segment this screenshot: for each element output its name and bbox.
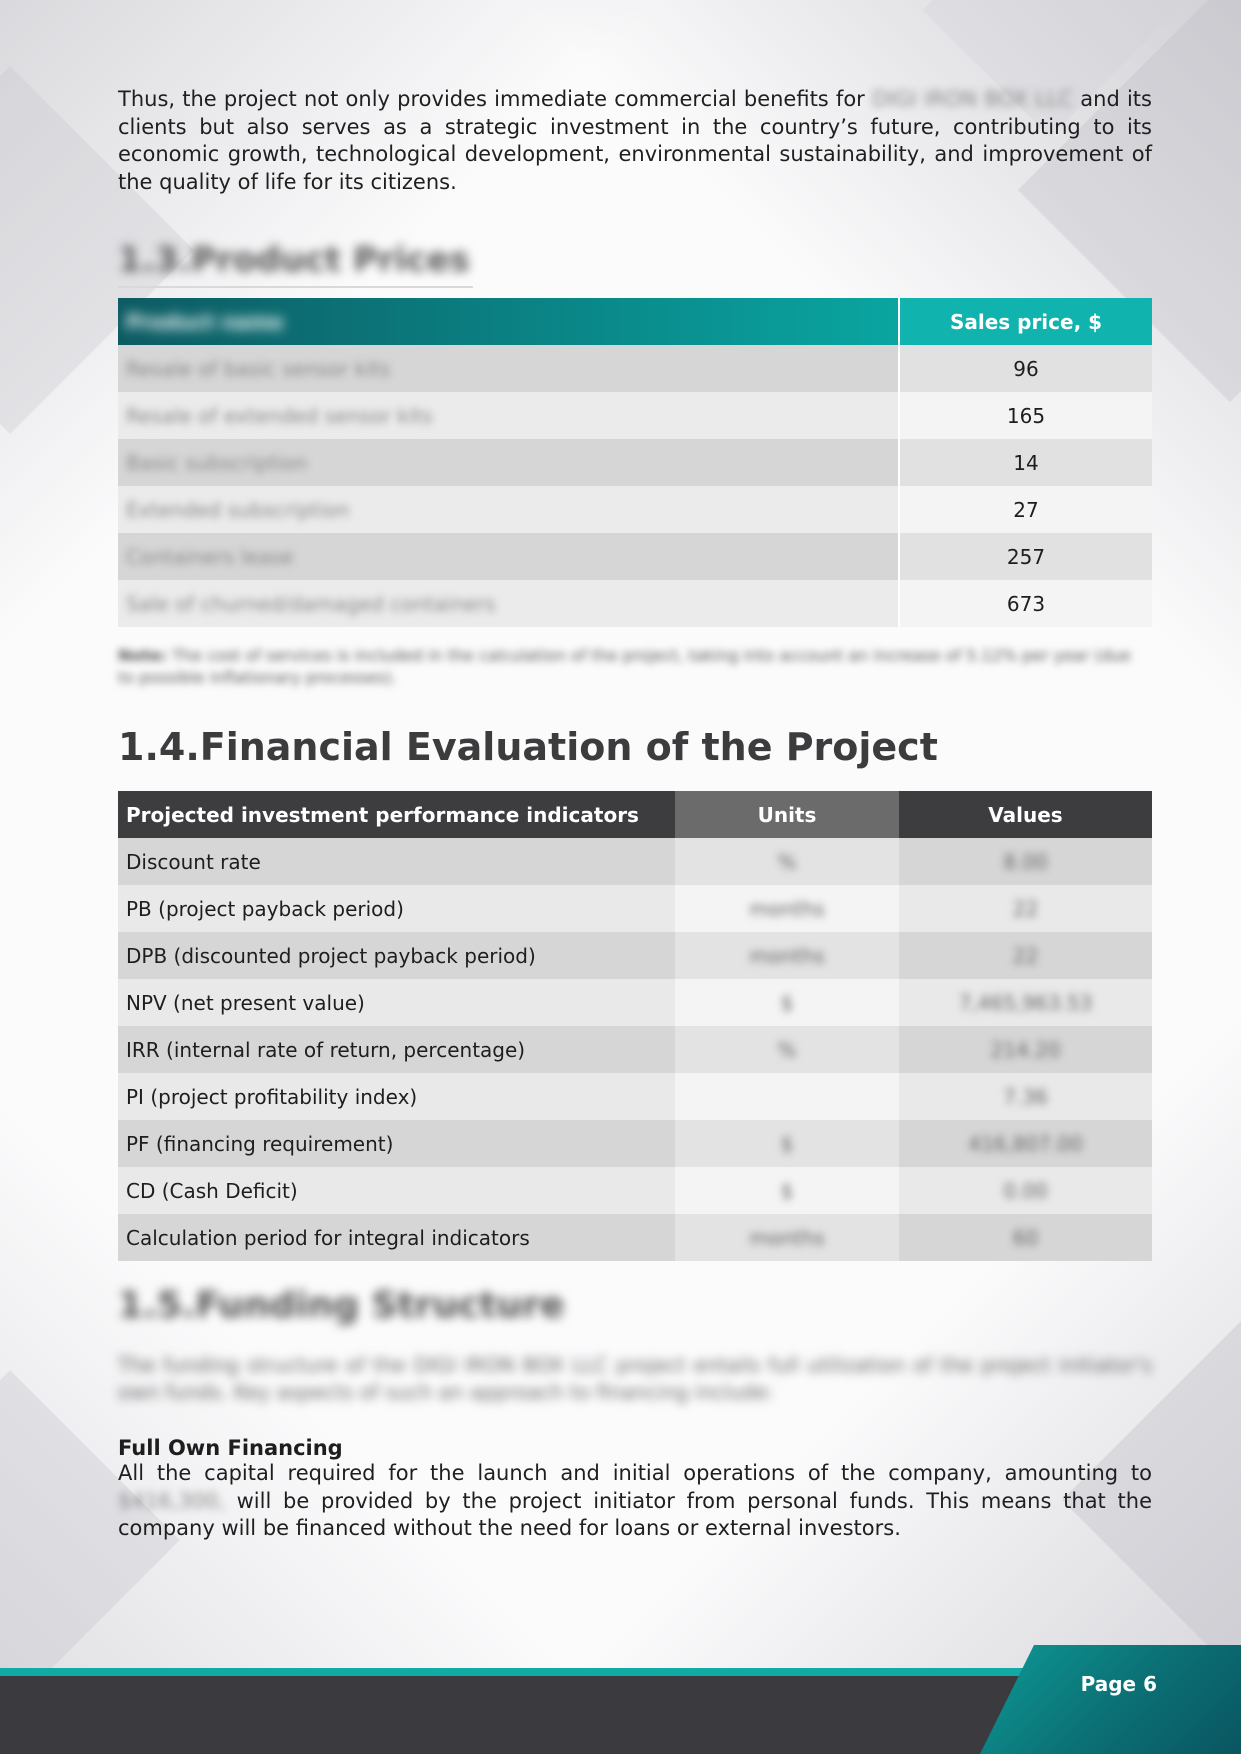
indicator-value: 416,807.00	[968, 1131, 1083, 1156]
full-own-financing-heading: Full Own Financing	[118, 1436, 343, 1460]
product-name-header-label: Product name	[126, 309, 284, 334]
table-row	[118, 439, 1152, 486]
unit-value: months	[749, 1225, 825, 1250]
indicator-cell: Discount rate	[118, 838, 675, 885]
table-row	[118, 1120, 1152, 1167]
intro-text-start: Thus, the project not only provides immediate commercial benefits for	[118, 87, 872, 111]
value-cell	[899, 1026, 1152, 1073]
indicator-cell: PF (financing requirement)	[118, 1120, 675, 1167]
indicator-value: 214.20	[990, 1037, 1061, 1062]
indicator-cell: NPV (net present value)	[118, 979, 675, 1026]
indicator-value: 60	[1012, 1225, 1039, 1250]
product-name: Resale of extended sensor kits	[126, 403, 433, 428]
indicator-value: 22	[1012, 896, 1039, 921]
table-row	[118, 345, 1152, 392]
table-row	[118, 392, 1152, 439]
table-row	[118, 838, 1152, 885]
note-text: The cost of services is included in the calculation of the project, taking into account an increase of 5.12% per year (due to possible inflationary processes).	[118, 646, 1131, 687]
indicator-cell: PB (project payback period)	[118, 885, 675, 932]
product-price-cell: 14	[899, 439, 1152, 486]
indicator-cell: IRR (internal rate of return, percentage)	[118, 1026, 675, 1073]
footer-accent-line	[0, 1668, 1030, 1676]
heading-underline	[118, 286, 473, 288]
indicator-value: 7.36	[1003, 1084, 1048, 1109]
product-name-cell	[118, 439, 899, 486]
product-prices-section	[118, 240, 1152, 689]
unit-value: months	[749, 943, 825, 968]
unit-cell	[675, 1214, 899, 1261]
funding-structure-heading: 1.5.Funding Structure	[118, 1285, 565, 1326]
page-content	[118, 86, 1152, 1543]
unit-cell	[675, 885, 899, 932]
unit-value: %	[777, 1037, 797, 1062]
value-cell	[899, 1073, 1152, 1120]
redacted-amount: $416,300,	[118, 1488, 225, 1513]
indicator-cell: DPB (discounted project payback period)	[118, 932, 675, 979]
financing-text-start: All the capital required for the launch and initial operations of the company, amounting to	[118, 1461, 1152, 1485]
indicator-value: 22	[1012, 943, 1039, 968]
financing-text-end: will be provided by the project initiator from personal funds. This means that the company will be financed without the need for loans or external investors.	[118, 1488, 1152, 1540]
product-name: Resale of basic sensor kits	[126, 356, 391, 381]
product-name: Extended subscription	[126, 497, 350, 522]
table-row	[118, 1167, 1152, 1214]
product-name: Basic subscription	[126, 450, 308, 475]
table-header-row	[118, 298, 1152, 345]
indicator-cell: PI (project profitability index)	[118, 1073, 675, 1120]
price-note	[118, 645, 1152, 689]
product-price-cell: 96	[899, 345, 1152, 392]
indicator-value: 8.00	[1003, 849, 1048, 874]
financing-paragraph	[118, 1460, 1152, 1543]
product-price-cell: 673	[899, 580, 1152, 627]
note-label: Note:	[118, 646, 168, 665]
funding-structure-paragraph: The funding structure of the DIGI IRON BOX LLC project entails full utilization of the project initiator's own funds. Key aspects of such an approach to financing include:	[118, 1353, 1152, 1404]
product-prices-heading: 1.3.Product Prices	[118, 240, 470, 280]
financial-evaluation-heading: 1.4.Financial Evaluation of the Project	[118, 725, 938, 769]
indicator-cell: Calculation period for integral indicators	[118, 1214, 675, 1261]
unit-cell	[675, 1120, 899, 1167]
value-cell	[899, 885, 1152, 932]
value-cell	[899, 1167, 1152, 1214]
product-prices-table	[118, 298, 1152, 627]
units-header: Units	[675, 791, 899, 838]
product-name-cell	[118, 533, 899, 580]
table-row	[118, 885, 1152, 932]
unit-cell	[675, 838, 899, 885]
intro-text-end: and its clients but also serves as a strategic investment in the country’s future, contributing to its economic growth, technological development, environmental sustainability, and improvement of the quality of life for its citizens.	[118, 87, 1152, 194]
table-row	[118, 1073, 1152, 1120]
table-row	[118, 580, 1152, 627]
financial-indicators-table	[118, 791, 1152, 1261]
unit-value: $	[780, 990, 794, 1015]
unit-cell	[675, 1073, 899, 1120]
page-number: Page 6	[1080, 1672, 1157, 1696]
product-name-cell	[118, 486, 899, 533]
table-row	[118, 979, 1152, 1026]
unit-value: $	[780, 1131, 794, 1156]
value-cell	[899, 1214, 1152, 1261]
sales-price-header: Sales price, $	[899, 298, 1152, 345]
product-name: Containers lease	[126, 544, 294, 569]
product-name-header	[118, 298, 899, 345]
indicator-header: Projected investment performance indicators	[118, 791, 675, 838]
table-row	[118, 932, 1152, 979]
product-name-cell	[118, 345, 899, 392]
table-row	[118, 533, 1152, 580]
values-header: Values	[899, 791, 1152, 838]
unit-value: %	[777, 849, 797, 874]
unit-cell	[675, 1167, 899, 1214]
product-price-cell: 257	[899, 533, 1152, 580]
indicator-cell: CD (Cash Deficit)	[118, 1167, 675, 1214]
value-cell	[899, 838, 1152, 885]
indicator-value: 0.00	[1003, 1178, 1048, 1203]
value-cell	[899, 1120, 1152, 1167]
product-name: Sale of churned/damaged containers	[126, 591, 496, 616]
product-name-cell	[118, 580, 899, 627]
product-price-cell: 165	[899, 392, 1152, 439]
unit-cell	[675, 979, 899, 1026]
table-row	[118, 1214, 1152, 1261]
unit-value: $	[780, 1178, 794, 1203]
product-price-cell: 27	[899, 486, 1152, 533]
value-cell	[899, 979, 1152, 1026]
table-row	[118, 486, 1152, 533]
table-header-row	[118, 791, 1152, 838]
unit-cell	[675, 932, 899, 979]
unit-cell	[675, 1026, 899, 1073]
table-row	[118, 1026, 1152, 1073]
value-cell	[899, 932, 1152, 979]
intro-paragraph	[118, 86, 1152, 196]
redacted-company-name: DIGI IRON BOX LLC	[872, 87, 1074, 111]
product-name-cell	[118, 392, 899, 439]
indicator-value: 7,465,963.53	[958, 990, 1093, 1015]
unit-value: months	[749, 896, 825, 921]
